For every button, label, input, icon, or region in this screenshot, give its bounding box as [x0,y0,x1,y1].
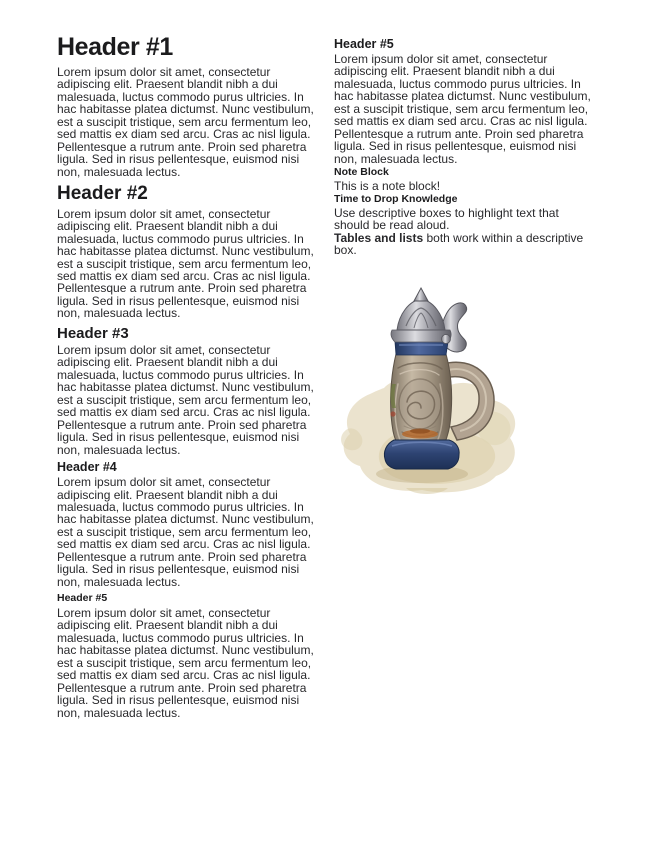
knowledge-label: Time to Drop Knowledge [334,193,458,206]
right-column [334,33,596,844]
left-column [57,33,319,844]
stein-lid [397,299,445,330]
heading-5: Header #5 [57,592,108,605]
stein-blue-band [395,342,448,355]
knowledge-text: Use descriptive boxes to highlight text that should be read aloud. [334,205,559,233]
heading-1: Header #1 [57,33,173,61]
beer-stein-illustration [336,284,528,500]
paragraph-3: Lorem ipsum dolor sit amet, consectetur adipiscing elit. Praesent blandit nibh a dui malesuada, luctus commodo purus ultricies. In hac habitasse platea dictumst. Nunc vestibulum, est a suscipit tristique, sem arcu fermentum leo, sed mattis ex diam sed arcu. Cras ac nisl ligula. Pellentesque a rutrum ante. Proin sed pharetra ligula. Sed in risus pellentesque, euismod nisi non, malesuada lectus. [57,342,314,457]
heading-5-right: Header #5 [334,37,394,51]
note-block-label: Note Block [334,166,389,179]
paragraph-2: Lorem ipsum dolor sit amet, consectetur adipiscing elit. Praesent blandit nibh a dui malesuada, luctus commodo purus ultricies. In hac habitasse platea dictumst. Nunc vestibulum, est a suscipit tristique, sem arcu fermentum leo, sed mattis ex diam sed arcu. Cras ac nisl ligula. Pellentesque a rutrum ante. Proin sed pharetra ligula. Sed in risus pellentesque, euismod nisi non, malesuada lectus. [57,206,314,321]
tables-lists-rest: both work within a descriptive box. [334,230,584,258]
tables-lists-bold: Tables and lists [334,230,424,245]
paragraph-1: Lorem ipsum dolor sit amet, consectetur adipiscing elit. Praesent blandit nibh a dui malesuada, luctus commodo purus ultricies. In hac habitasse platea dictumst. Nunc vestibulum, est a suscipit tristique, sem arcu fermentum leo, sed mattis ex diam sed arcu. Cras ac nisl ligula. Pellentesque a rutrum ante. Proin sed pharetra ligula. Sed in risus pellentesque, euismod nisi non, malesuada lectus. [57,65,314,179]
paragraph-6: Lorem ipsum dolor sit amet, consectetur adipiscing elit. Praesent blandit nibh a dui malesuada, luctus commodo purus ultricies. In hac habitasse platea dictumst. Nunc vestibulum, est a suscipit tristique, sem arcu fermentum leo, sed mattis ex diam sed arcu. Cras ac nisl ligula. Pellentesque a rutrum ante. Proin sed pharetra ligula. Sed in risus pellentesque, euismod nisi non, malesuada lectus. [334,52,591,166]
heading-3: Header #3 [57,324,129,342]
note-block-text: This is a note block! [334,178,441,193]
paragraph-5: Lorem ipsum dolor sit amet, consectetur adipiscing elit. Praesent blandit nibh a dui malesuada, luctus commodo purus ultricies. In hac habitasse platea dictumst. Nunc vestibulum, est a suscipit tristique, sem arcu fermentum leo, sed mattis ex diam sed arcu. Cras ac nisl ligula. Pellentesque a rutrum ante. Proin sed pharetra ligula. Sed in risus pellentesque, euismod nisi non, malesuada lectus. [57,605,314,720]
heading-4: Header #4 [57,460,117,475]
beer-stein-svg [336,284,528,500]
paragraph-4: Lorem ipsum dolor sit amet, consectetur adipiscing elit. Praesent blandit nibh a dui malesuada, luctus commodo purus ultricies. In hac habitasse platea dictumst. Nunc vestibulum, est a suscipit tristique, sem arcu fermentum leo, sed mattis ex diam sed arcu. Cras ac nisl ligula. Pellentesque a rutrum ante. Proin sed pharetra ligula. Sed in risus pellentesque, euismod nisi non, malesuada lectus. [57,475,314,589]
stein-finial [414,288,428,301]
heading-2: Header #2 [57,183,148,205]
tables-lists-text [334,232,596,257]
